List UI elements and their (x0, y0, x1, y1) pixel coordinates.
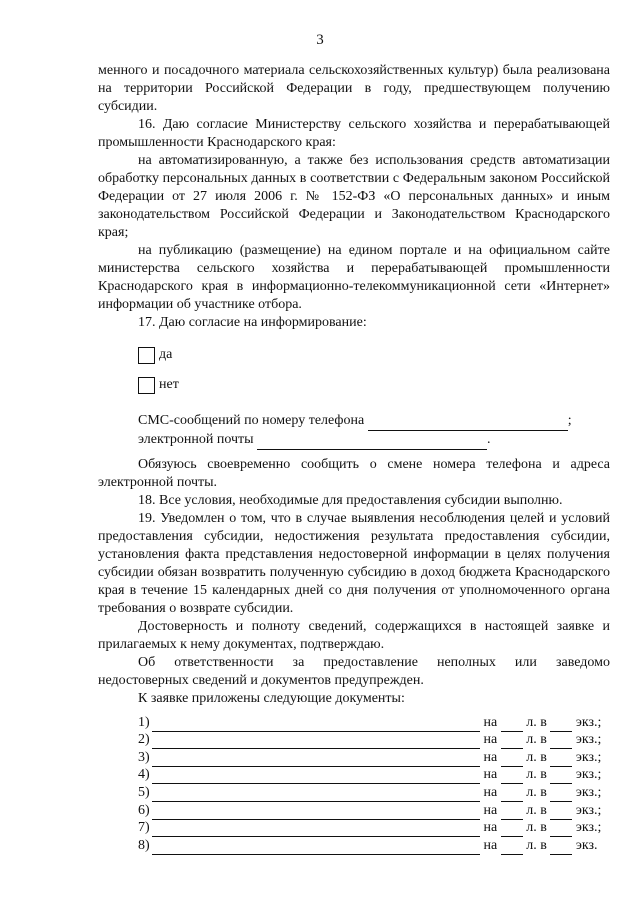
pages-field[interactable] (501, 840, 523, 855)
copies-field[interactable] (550, 787, 572, 802)
document-name-field[interactable] (152, 734, 480, 749)
pages-field[interactable] (501, 717, 523, 732)
paragraph-attachments: К заявке приложены следующие документы: (138, 691, 405, 706)
document-row: 8) на л. в экз. (138, 837, 598, 853)
sms-label: СМС-сообщений по номеру телефона (138, 413, 365, 428)
document-name-field[interactable] (152, 822, 480, 837)
document-name-field[interactable] (152, 769, 480, 784)
document-name-field[interactable] (152, 752, 480, 767)
paragraph-responsibility: Об ответственности за предоставление неполных или заведомо недостоверных сведений и документов предупрежден. (98, 655, 610, 688)
paragraph-16: 16. Даю согласие Министерству сельского хозяйства и перерабатывающей промышленности Краснодарского края: (98, 117, 610, 150)
pages-field[interactable] (501, 805, 523, 820)
paragraph-16-publication: на публикацию (размещение) на едином портале и на официальном сайте министерства сельского хозяйства и перерабатывающей промышленности Краснодарского края в информационно-телекоммуникационной сети «Интернет» информации об участнике отбора. (98, 243, 610, 312)
documents-list (98, 714, 610, 855)
consent-no-option[interactable] (138, 374, 610, 396)
paragraph-notify: Обязуюсь своевременно сообщить о смене номера телефона и адреса электронной почты. (98, 457, 610, 490)
copies-field[interactable] (550, 734, 572, 749)
email-field[interactable] (257, 431, 487, 450)
document-body (98, 62, 610, 855)
consent-yes-option[interactable] (138, 344, 610, 366)
pages-field[interactable] (501, 787, 523, 802)
paragraph-authenticity: Достоверность и полноту сведений, содержащихся в настоящей заявке и прилагаемых к нему документах, подтверждаю. (98, 619, 610, 652)
page-number: 3 (316, 32, 324, 48)
document-name-field[interactable] (152, 787, 480, 802)
consent-yes-checkbox[interactable] (138, 347, 155, 364)
pages-field[interactable] (501, 734, 523, 749)
document-row: 7) на л. в экз.; (138, 820, 602, 836)
paragraph-19: 19. Уведомлен о том, что в случае выявления несоблюдения целей и условий предоставления субсидии, недостижения результата предоставления субсидии, установления факта представления недостоверной информации в целях получения субсидии обязан возвратить полученную субсидию в доход бюджета Краснодарского края в течение 15 календарных дней со дня получения от уполномоченного органа требования о возврате субсидии. (98, 511, 610, 616)
sms-phone-field[interactable] (368, 412, 568, 431)
copies-field[interactable] (550, 840, 572, 855)
email-label: электронной почты (138, 432, 254, 447)
paragraph-16-processing: на автоматизированную, а также без использования средств автоматизации обработку персональных данных в соответствии с Федеральным законом Российской Федерации от 27 июля 2006 г. № 152-ФЗ «О персональных данных» и иным законодательством Российской Федерации и Законодательством Краснодарского края; (98, 153, 610, 240)
copies-field[interactable] (550, 822, 572, 837)
email-end: . (487, 432, 491, 447)
pages-field[interactable] (501, 822, 523, 837)
sms-end: ; (567, 413, 572, 428)
document-row: 2) на л. в экз.; (138, 732, 602, 748)
document-row: 1) на л. в экз.; (138, 714, 602, 730)
copies-field[interactable] (550, 717, 572, 732)
copies-field[interactable] (550, 752, 572, 767)
document-row: 4) на л. в экз.; (138, 767, 602, 783)
paragraph-continuation: менного и посадочного материала сельскохозяйственных культур) была реализована на территории Российской Федерации в году, предшествующем получению субсидии. (98, 63, 610, 114)
paragraph-17: 17. Даю согласие на информирование: (138, 315, 367, 330)
pages-field[interactable] (501, 752, 523, 767)
email-line (98, 431, 610, 450)
consent-no-label: нет (159, 377, 179, 392)
document-name-field[interactable] (152, 805, 480, 820)
pages-field[interactable] (501, 769, 523, 784)
document-row: 5) на л. в экз.; (138, 784, 602, 800)
consent-yes-label: да (159, 347, 173, 362)
document-name-field[interactable] (152, 717, 480, 732)
consent-no-checkbox[interactable] (138, 377, 155, 394)
document-row: 3) на л. в экз.; (138, 749, 602, 765)
document-row: 6) на л. в экз.; (138, 802, 602, 818)
sms-line (98, 412, 610, 431)
copies-field[interactable] (550, 805, 572, 820)
paragraph-18: 18. Все условия, необходимые для предоставления субсидии выполню. (138, 493, 563, 508)
document-name-field[interactable] (152, 840, 480, 855)
copies-field[interactable] (550, 769, 572, 784)
